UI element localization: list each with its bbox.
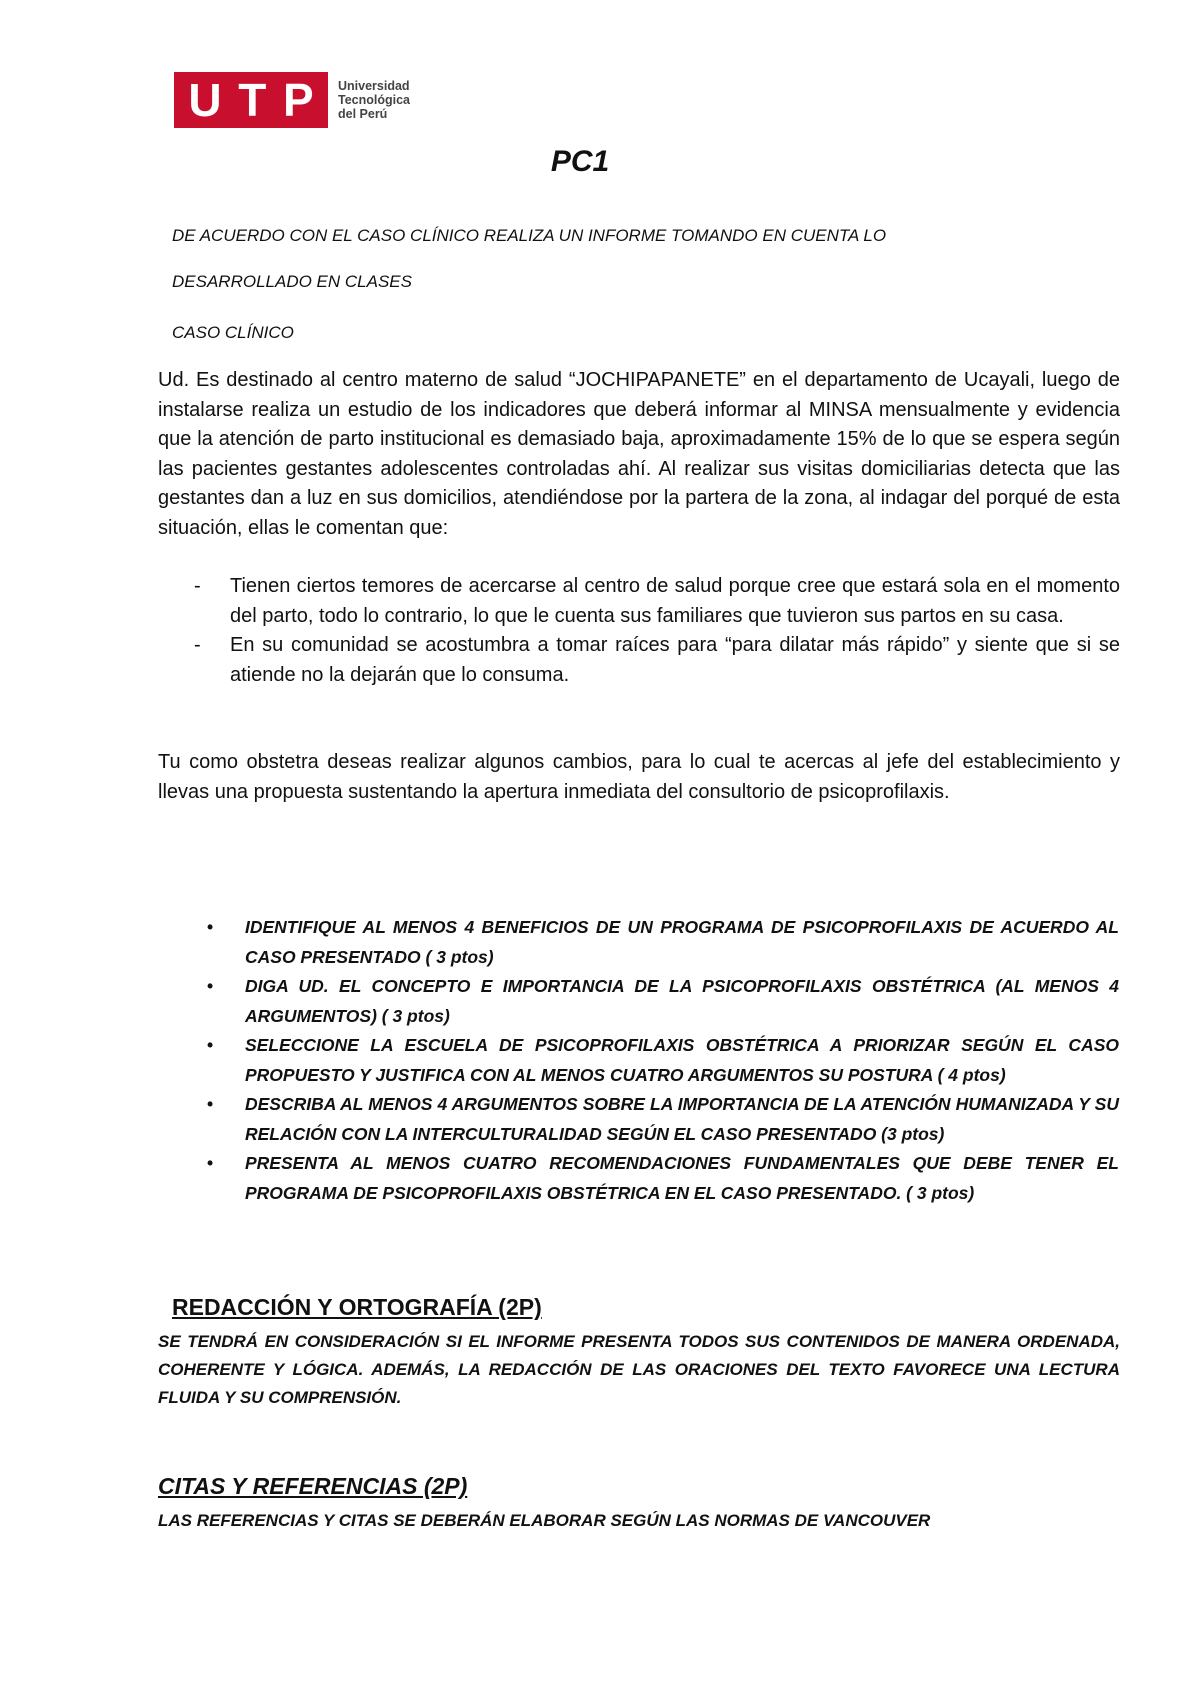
bullet-marker: • <box>207 976 214 996</box>
intro-instruction-line-2: DESARROLLADO EN CLASES <box>172 272 412 291</box>
list-item-text: Tienen ciertos temores de acercarse al centro de salud porque cree que estará sola en el momento del parto, todo lo contrario, lo que le cuenta sus familiares que tuvieron sus partos en su casa. <box>230 575 1120 627</box>
case-paragraph: Ud. Es destinado al centro materno de salud “JOCHIPAPANETE” en el departamento de Ucayali, luego de instalarse realiza un estudio de los indicadores que deberá informar al MINSA mensualmente y evidencia que la atención de parto institucional es demasiado baja, aproximadamente 15% de lo que se espera según las pacientes gestantes adolescentes controladas ahí. Al realizar sus visitas domiciliarias detecta que las gestantes dan a luz en sus domicilios, atendiéndose por la partera de la zona, al indagar del porqué de esta situación, ellas le comentan que: <box>158 369 1120 539</box>
logo-text-line: del Perú <box>338 107 388 121</box>
question-text: DIGA UD. EL CONCEPTO E IMPORTANCIA DE LA PSICOPROFILAXIS OBSTÉTRICA (AL MENOS 4 ARGUMENTOS) ( 3 ptos) <box>245 976 1119 1026</box>
logo-text-line: Tecnológica <box>338 93 411 107</box>
dash-marker: - <box>194 575 201 597</box>
question-item <box>205 972 1119 1031</box>
bullet-marker: • <box>207 1153 214 1173</box>
proposal-paragraph: Tu como obstetra deseas realizar algunos cambios, para lo cual te acercas al jefe del establecimiento y llevas una propuesta sustentando la apertura inmediata del consultorio de psicoprofilaxis. <box>158 751 1120 803</box>
logo-letter-p: P <box>282 74 314 126</box>
citas-heading: CITAS Y REFERENCIAS (2P) <box>158 1473 468 1499</box>
dash-marker: - <box>194 634 201 656</box>
question-text: PRESENTA AL MENOS CUATRO RECOMENDACIONES FUNDAMENTALES QUE DEBE TENER EL PROGRAMA DE PSICOPROFILAXIS OBSTÉTRICA EN EL CASO PRESENTADO. ( 3 ptos) <box>245 1153 1119 1203</box>
question-item <box>205 1031 1119 1090</box>
citas-text: LAS REFERENCIAS Y CITAS SE DEBERÁN ELABORAR SEGÚN LAS NORMAS DE VANCOUVER <box>158 1511 931 1530</box>
logo-letter-u: U <box>188 74 222 126</box>
intro-instruction-line-1: DE ACUERDO CON EL CASO CLÍNICO REALIZA UN INFORME TOMANDO EN CUENTA LO <box>172 226 887 245</box>
redaccion-heading: REDACCIÓN Y ORTOGRAFÍA (2P) <box>172 1294 542 1320</box>
list-item-text: En su comunidad se acostumbra a tomar raíces para “para dilatar más rápido” y siente que si se atiende no la dejarán que lo consuma. <box>230 634 1120 686</box>
logo-letter-t: T <box>238 74 267 126</box>
question-item <box>205 1090 1119 1149</box>
bullet-marker: • <box>207 1094 214 1114</box>
utp-logo <box>174 72 410 128</box>
question-text: SELECCIONE LA ESCUELA DE PSICOPROFILAXIS OBSTÉTRICA A PRIORIZAR SEGÚN EL CASO PROPUESTO Y JUSTIFICA CON AL MENOS CUATRO ARGUMENTOS SU POSTURA ( 4 ptos) <box>245 1035 1119 1085</box>
question-item <box>205 1149 1119 1208</box>
bullet-marker: • <box>207 917 214 937</box>
utp-logo-mark <box>174 72 328 128</box>
case-heading: CASO CLÍNICO <box>172 323 294 342</box>
question-text: IDENTIFIQUE AL MENOS 4 BENEFICIOS DE UN PROGRAMA DE PSICOPROFILAXIS DE ACUERDO AL CASO PRESENTADO ( 3 ptos) <box>245 917 1119 967</box>
logo-wordmark <box>338 79 410 121</box>
bullet-marker: • <box>207 1035 214 1055</box>
redaccion-text: SE TENDRÁ EN CONSIDERACIÓN SI EL INFORME PRESENTA TODOS SUS CONTENIDOS DE MANERA ORDENADA, COHERENTE Y LÓGICA. ADEMÁS, LA REDACCIÓN DE LAS ORACIONES DEL TEXTO FAVORECE UNA LECTURA FLUIDA Y SU COMPRENSIÓN. <box>158 1332 1120 1407</box>
page-title: PC1 <box>550 145 610 178</box>
questions-list <box>205 913 1119 1208</box>
list-item <box>158 631 1120 690</box>
question-text: DESCRIBA AL MENOS 4 ARGUMENTOS SOBRE LA IMPORTANCIA DE LA ATENCIÓN HUMANIZADA Y SU RELACIÓN CON LA INTERCULTURALIDAD SEGÚN EL CASO PRESENTADO (3 ptos) <box>245 1094 1119 1144</box>
list-item <box>158 572 1120 631</box>
case-dash-list <box>158 572 1120 690</box>
logo-text-line: Universidad <box>338 79 410 93</box>
question-item <box>205 913 1119 972</box>
